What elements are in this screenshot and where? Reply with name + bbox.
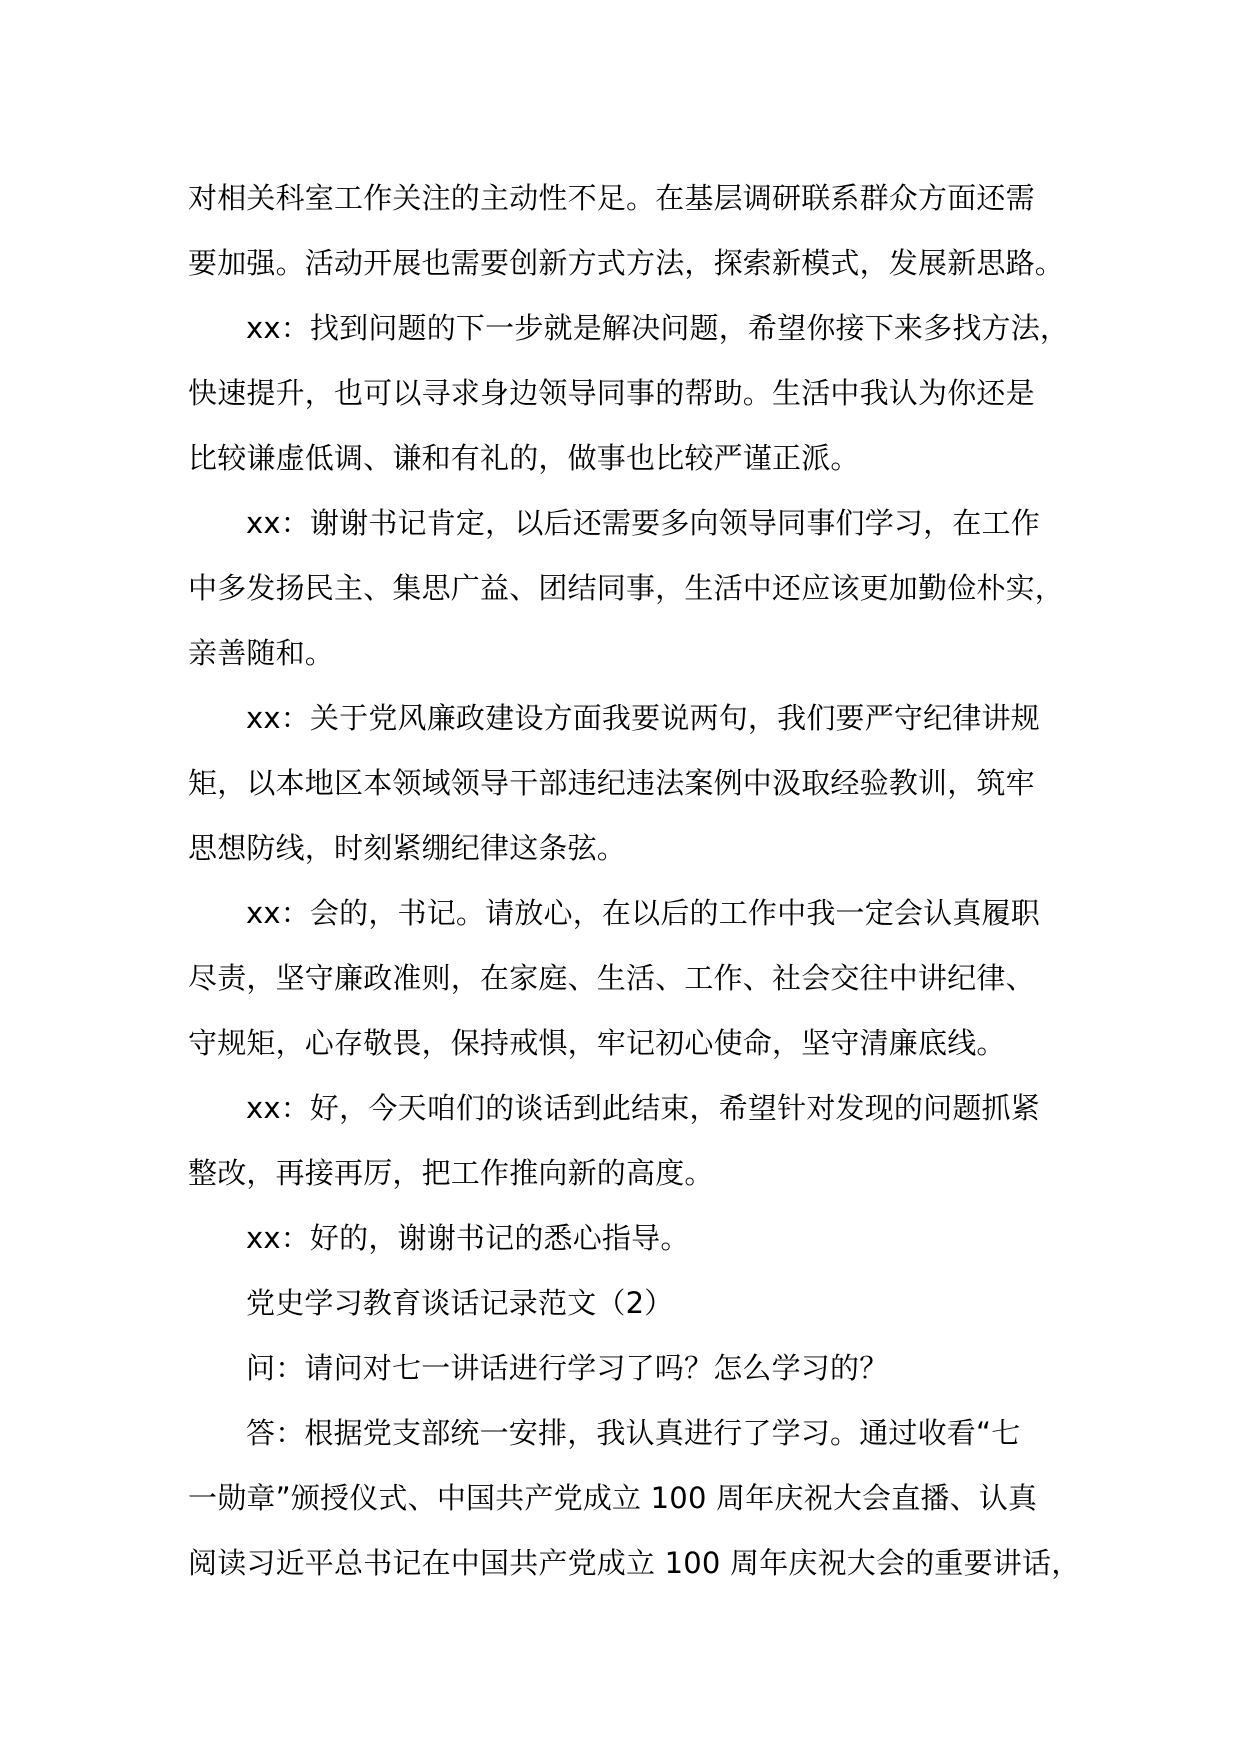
paragraph-start-line: xx：好，今天咱们的谈话到此结束，希望针对发现的问题抓紧 [246, 1091, 1040, 1125]
section-heading: 党史学习教育谈话记录范文（2） [246, 1286, 674, 1320]
text-line: 阅读习近平总书记在中国共产党成立 100 周年庆祝大会的重要讲话， [188, 1546, 1081, 1580]
text-line: 整改，再接再厉，把工作推向新的高度。 [188, 1156, 714, 1190]
paragraph-start-line: xx：好的，谢谢书记的悉心指导。 [246, 1221, 690, 1255]
text-line: 对相关科室工作关注的主动性不足。在基层调研联系群众方面还需 [188, 181, 1035, 215]
paragraph-start-line: xx：谢谢书记肯定，以后还需要多向领导同事们学习，在工作 [246, 506, 1040, 540]
text-line: 守规矩，心存敬畏，保持戒惧，牢记初心使命，坚守清廉底线。 [188, 1026, 1006, 1060]
answer-line: 答：根据党支部统一安排，我认真进行了学习。通过收看“七 [246, 1416, 1021, 1450]
text-line: 中多发扬民主、集思广益、团结同事，生活中还应该更加勤俭朴实， [188, 571, 1065, 605]
paragraph-start-line: xx：关于党风廉政建设方面我要说两句，我们要严守纪律讲规 [246, 701, 1040, 735]
paragraph-start-line: xx：会的，书记。请放心，在以后的工作中我一定会认真履职 [246, 896, 1040, 930]
text-line: 快速提升，也可以寻求身边领导同事的帮助。生活中我认为你还是 [188, 376, 1035, 410]
text-line: 思想防线，时刻紧绷纪律这条弦。 [188, 831, 627, 865]
text-line: 尽责，坚守廉政准则，在家庭、生活、工作、社会交往中讲纪律、 [188, 961, 1035, 995]
document-body [188, 166, 1088, 1596]
text-line: 要加强。活动开展也需要创新方式方法，探索新模式，发展新思路。 [188, 246, 1065, 280]
text-line: 亲善随和。 [188, 636, 335, 670]
text-line: 一勋章”颁授仪式、中国共产党成立 100 周年庆祝大会直播、认真 [188, 1481, 1038, 1515]
text-line: 比较谦虚低调、谦和有礼的，做事也比较严谨正派。 [188, 441, 860, 475]
question-line: 问：请问对七一讲话进行学习了吗？怎么学习的？ [246, 1351, 889, 1385]
paragraph-start-line: xx：找到问题的下一步就是解决问题，希望你接下来多找方法， [246, 311, 1070, 345]
text-line: 矩，以本地区本领域领导干部违纪违法案例中汲取经验教训，筑牢 [188, 766, 1035, 800]
